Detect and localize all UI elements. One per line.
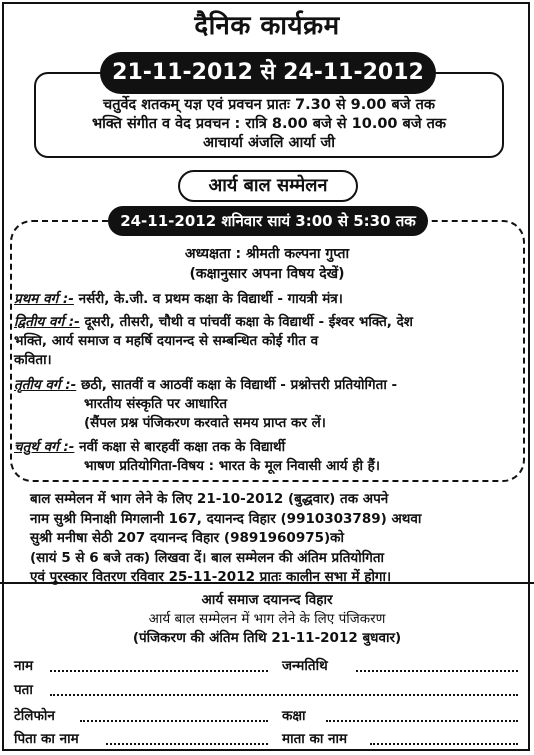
category-text: कविता। — [14, 352, 52, 368]
name-field[interactable] — [50, 670, 268, 672]
info-line: (सायं 5 से 6 बजे तक) लिखवा दें। बाल सम्मेलन की अंतिम प्रतियोगिता — [30, 549, 385, 566]
category-first — [14, 290, 514, 309]
phone-field[interactable] — [80, 720, 268, 722]
category-label: प्रथम वर्ग :- — [14, 291, 74, 307]
address-field[interactable] — [50, 694, 518, 696]
category-second — [14, 313, 514, 370]
category-text: दूसरी, तीसरी, चौथी व पांचवीं कक्षा के विद्यार्थी - ईश्वर भक्ति, देश — [84, 314, 413, 330]
info-line: सुश्री मनीषा सेठी 207 दयानन्द विहार (9891960975)को — [30, 530, 345, 546]
category-label: चतुर्थ वर्ग :- — [14, 439, 75, 455]
class-field[interactable] — [326, 720, 518, 722]
category-third — [14, 376, 514, 433]
info-line: बाल सम्मेलन में भाग लेने के लिए 21-10-2012 (बुद्धवार) तक अपने — [30, 491, 389, 507]
program-line-yajna: चतुर्वेद शतकम् यज्ञ एवं प्रवचन प्रातः 7.30 से 9.00 बजे तक — [103, 97, 435, 113]
program-line-bhakti: भक्ति संगीत व वेद प्रवचन : रात्रि 8.00 बजे से 10.00 बजे तक — [91, 116, 447, 132]
bal-sammelan-time-banner: 24-11-2012 शनिवार सायं 3:00 से 5:30 तक — [108, 206, 428, 236]
category-fourth — [14, 438, 514, 476]
registration-subtitle: आर्य बाल सम्मेलन में भाग लेने के लिए पंजिकरण — [148, 611, 386, 627]
category-text: (सैंपल प्रश्न पंजिकरण करवाते समय प्राप्त कर लें। — [84, 415, 326, 431]
daily-program-text — [34, 96, 504, 153]
category-text: नर्सरी, के.जी. व प्रथम कक्षा के विद्यार्थी - गायत्री मंत्र। — [78, 291, 343, 307]
dob-field[interactable] — [356, 670, 518, 672]
page-title: दैनिक कार्यक्रम — [194, 11, 340, 41]
category-text: छठी, सातवीं व आठवीं कक्षा के विद्यार्थी - प्रश्नोत्तरी प्रतियोगिता - — [80, 377, 398, 393]
registration-deadline: (पंजिकरण की अंतिम तिथि 21-11-2012 बुधवार) — [132, 630, 402, 646]
mother-name-field[interactable] — [370, 743, 518, 745]
date-range-banner: 21-11-2012 से 24-11-2012 — [100, 52, 436, 94]
class-label: कक्षा — [282, 708, 306, 724]
info-line: एवं पुरस्कार वितरण रविवार 25-11-2012 प्रातः कालीन सभा में होगा। — [30, 569, 392, 585]
bal-sammelan-title: आर्य बाल सम्मेलन — [178, 170, 358, 202]
name-label: नाम — [14, 658, 34, 674]
category-text: भाषण प्रतियोगिता-विषय : भारत के मूल निवासी आर्य ही हैं। — [84, 458, 380, 474]
section-divider — [0, 582, 534, 584]
category-text: भारतीय संस्कृति पर आधारित — [84, 396, 228, 412]
father-name-label: पिता का नाम — [14, 731, 79, 747]
category-text: नवीं कक्षा से बारहवीं कक्षा तक के विद्यार्थी — [79, 439, 286, 455]
program-line-acharya: आचार्या अंजलि आर्या जी — [202, 135, 335, 151]
address-label: पता — [14, 682, 33, 698]
father-name-field[interactable] — [106, 743, 268, 745]
category-label: द्वितीय वर्ग :- — [14, 314, 80, 330]
presidency-line: अध्यक्षता : श्रीमती कल्पना गुप्ता — [184, 246, 350, 262]
mother-name-label: माता का नाम — [282, 731, 348, 747]
info-line: नाम सुश्री मिनाक्षी मिगलानी 167, दयानन्द विहार (9910303789) अथवा — [30, 510, 422, 527]
subject-note: (कक्षानुसार अपना विषय देखें) — [189, 266, 345, 282]
dob-label: जन्मतिथि — [282, 658, 328, 674]
category-text: भक्ति, आर्य समाज व महर्षि दयानन्द से सम्बन्धित कोई गीत व — [14, 333, 319, 349]
phone-label: टेलिफोन — [14, 708, 55, 724]
registration-org: आर्य समाज दयानन्द विहार — [201, 592, 333, 608]
info-paragraph — [30, 490, 508, 588]
category-label: तृतीय वर्ग :- — [14, 377, 77, 393]
